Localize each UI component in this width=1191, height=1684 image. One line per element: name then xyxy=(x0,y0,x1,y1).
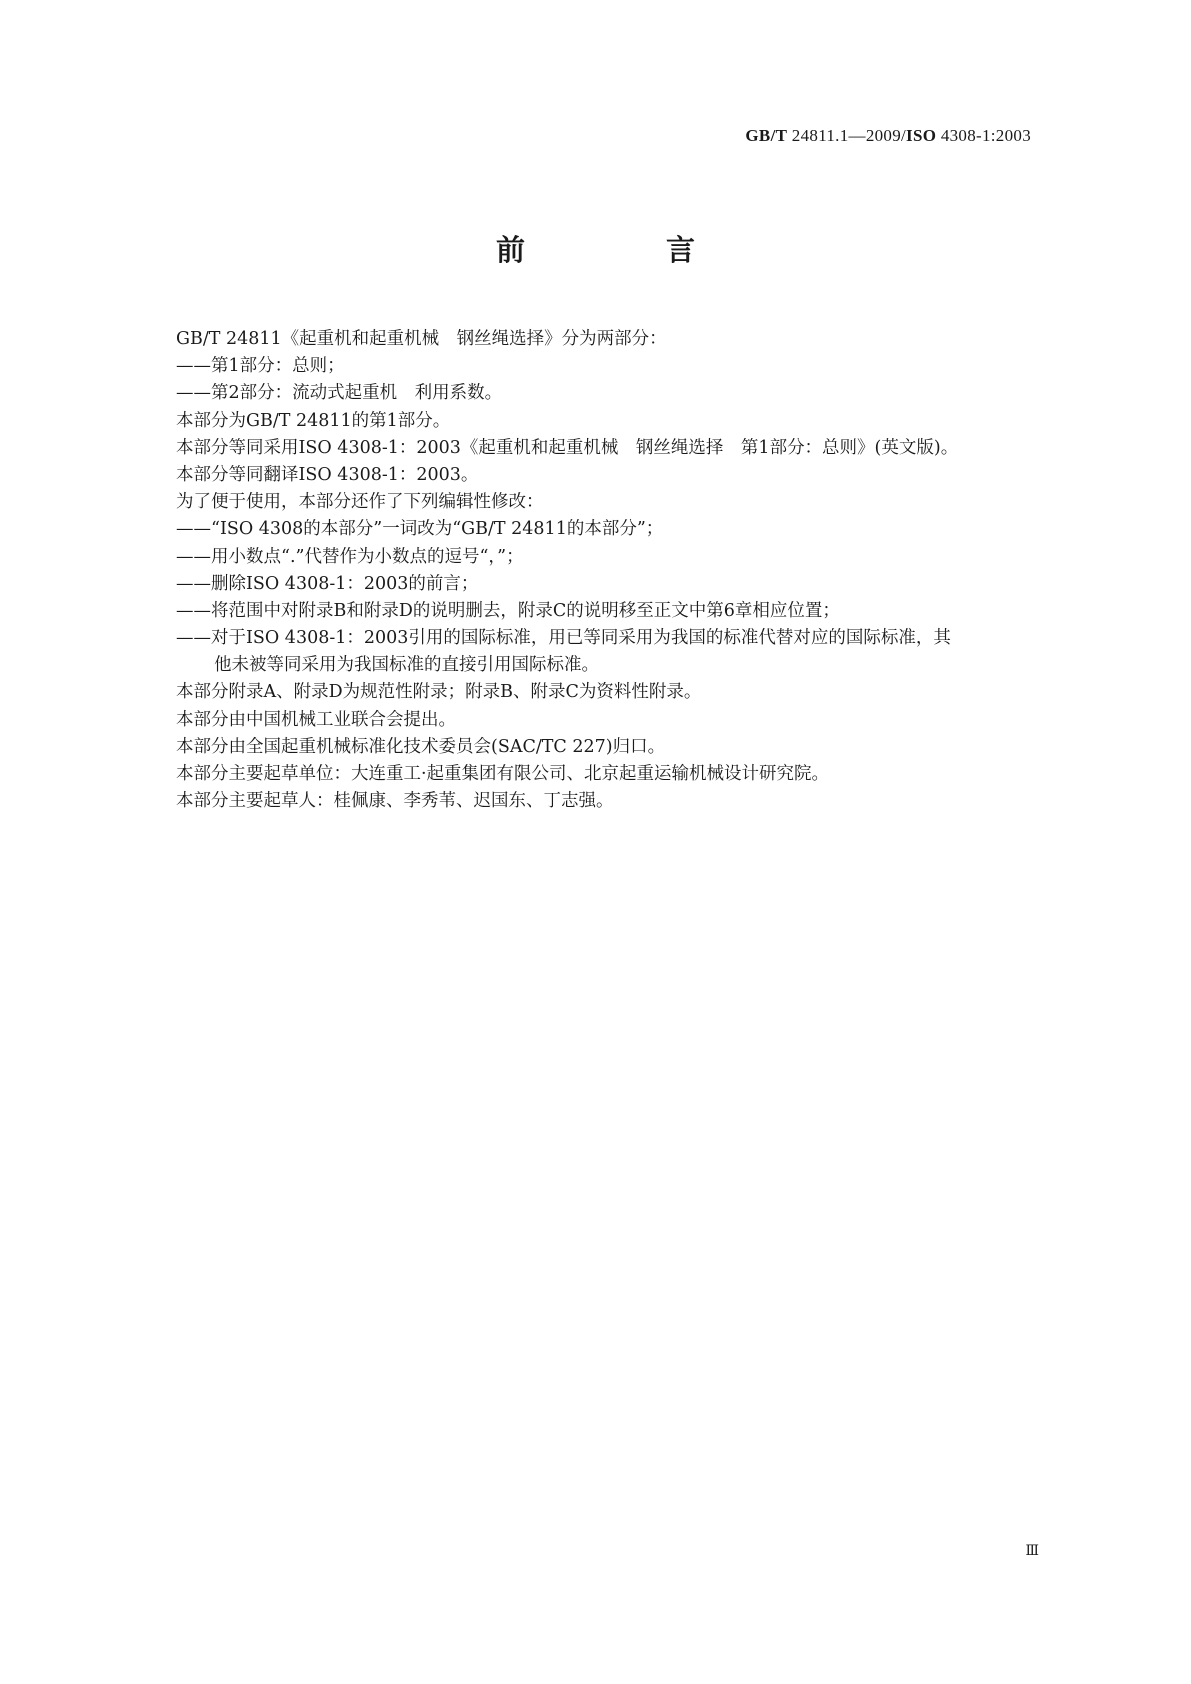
paragraph-line: 本部分由全国起重机械标准化技术委员会(SAC/TC 227)归口。 xyxy=(176,736,666,757)
paragraph-line: 本部分主要起草人：桂佩康、李秀苇、迟国东、丁志强。 xyxy=(176,791,614,812)
paragraph-line: 本部分等同翻译ISO 4308-1：2003。 xyxy=(176,464,479,485)
list-item: ——第2部分：流动式起重机 利用系数。 xyxy=(176,383,503,404)
list-item: ——删除ISO 4308-1：2003的前言； xyxy=(176,573,479,594)
list-item: ——用小数点“.”代替作为小数点的逗号“，”； xyxy=(176,546,524,567)
paragraph-line: 本部分等同采用ISO 4308-1：2003《起重机和起重机械 钢丝绳选择 第1部分：总则》(英文版)。 xyxy=(176,437,959,458)
standard-prefix: GB/T xyxy=(745,126,788,145)
list-item: ——将范围中对附录B和附录D的说明删去，附录C的说明移至正文中第6章相应位置； xyxy=(176,600,840,621)
page-number: Ⅲ xyxy=(1025,1544,1039,1559)
list-item: ——第1部分：总则； xyxy=(176,356,345,377)
standard-code xyxy=(745,126,1031,146)
iso-prefix: ISO xyxy=(906,126,937,145)
list-item-continuation: 他未被等同采用为我国标准的直接引用国际标准。 xyxy=(214,655,599,676)
paragraph-line: 本部分附录A、附录D为规范性附录；附录B、附录C为资料性附录。 xyxy=(176,682,702,703)
iso-number: 4308-1:2003 xyxy=(940,126,1031,145)
paragraph-line: 为了便于使用，本部分还作了下列编辑性修改： xyxy=(176,492,544,513)
standard-number: 24811.1—2009/ xyxy=(791,126,907,145)
paragraph-line: GB/T 24811《起重机和起重机械 钢丝绳选择》分为两部分： xyxy=(176,329,667,349)
list-item: ——对于ISO 4308-1：2003引用的国际标准，用已等同采用为我国的标准代替对应的国际标准，其 xyxy=(176,628,951,649)
foreword-body xyxy=(176,326,1066,815)
list-item: ——“ISO 4308的本部分”一词改为“GB/T 24811的本部分”； xyxy=(176,519,664,540)
paragraph-line: 本部分由中国机械工业联合会提出。 xyxy=(176,709,456,730)
page-title: 前 言 xyxy=(495,233,751,267)
paragraph-line: 本部分为GB/T 24811的第1部分。 xyxy=(176,410,451,431)
paragraph-line: 本部分主要起草单位：大连重工·起重集团有限公司、北京起重运输机械设计研究院。 xyxy=(176,764,830,784)
